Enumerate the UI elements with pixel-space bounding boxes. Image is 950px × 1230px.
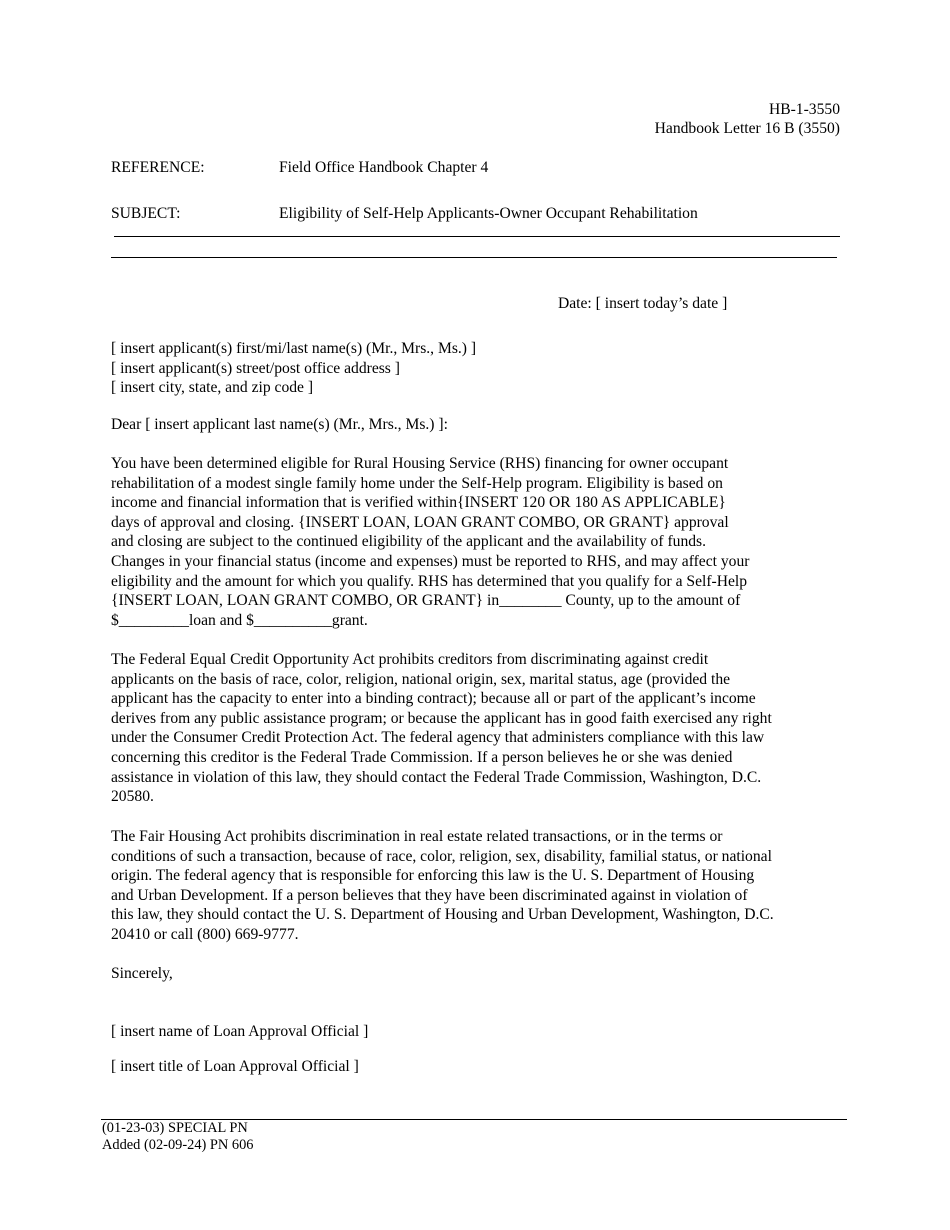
paragraph-line: under the Consumer Credit Protection Act. The federal agency that administers compliance with this law <box>111 729 765 747</box>
paragraph-line: and Urban Development. If a person believes that they have been discriminated against in violation of <box>111 886 748 904</box>
signer-title: [ insert title of Loan Approval Official ] <box>111 1058 359 1075</box>
reference-value: Field Office Handbook Chapter 4 <box>279 159 489 176</box>
paragraph-line: rehabilitation of a modest single family home under the Self-Help program. Eligibility is based on <box>111 474 723 492</box>
closing: Sincerely, <box>111 965 173 982</box>
address-block <box>111 339 841 398</box>
eligibility-paragraph <box>111 454 841 630</box>
address-line: [ insert applicant(s) first/mi/last name(s) (Mr., Mrs., Ms.) ] <box>111 340 477 357</box>
header-divider-1 <box>114 236 840 237</box>
paragraph-line: and closing are subject to the continued eligibility of the applicant and the availability of funds. <box>111 533 706 551</box>
subject-label: SUBJECT: <box>111 205 181 222</box>
handbook-letter: Handbook Letter 16 B (3550) <box>654 120 840 137</box>
reference-label: REFERENCE: <box>111 159 205 176</box>
address-line: [ insert city, state, and zip code ] <box>111 379 314 397</box>
paragraph-line: conditions of such a transaction, because of race, color, religion, sex, disability, familial status, or national <box>111 847 772 865</box>
paragraph-line: 20580. <box>111 788 154 806</box>
paragraph-line: Changes in your financial status (income and expenses) must be reported to RHS, and may affect your <box>111 552 750 570</box>
paragraph-line: applicant has the capacity to enter into a binding contract); because all or part of the applicant’s income <box>111 690 756 708</box>
footer-revision: (01-23-03) SPECIAL PN <box>102 1120 248 1136</box>
document-id: HB-1-3550 <box>768 101 840 118</box>
paragraph-line: 20410 or call (800) 669-9777. <box>111 925 299 943</box>
fair-housing-paragraph <box>111 827 841 945</box>
paragraph-line: days of approval and closing. {INSERT LOAN, LOAN GRANT COMBO, OR GRANT} approval <box>111 513 729 531</box>
paragraph-line: $_________loan and $__________grant. <box>111 611 368 629</box>
paragraph-line: concerning this creditor is the Federal Trade Commission. If a person believes he or she was denied <box>111 748 733 766</box>
paragraph-line: {INSERT LOAN, LOAN GRANT COMBO, OR GRANT} in________ County, up to the amount of <box>111 592 741 610</box>
paragraph-line: The Federal Equal Credit Opportunity Act prohibits creditors from discriminating against credit <box>111 651 709 668</box>
paragraph-line: derives from any public assistance program; or because the applicant has in good faith exercised any right <box>111 709 772 727</box>
paragraph-line: You have been determined eligible for Rural Housing Service (RHS) financing for owner occupant <box>111 455 729 472</box>
letter-date: Date: [ insert today’s date ] <box>558 295 728 312</box>
footer-added: Added (02-09-24) PN 606 <box>102 1137 254 1153</box>
header-divider-2 <box>111 257 837 258</box>
paragraph-line: assistance in violation of this law, they should contact the Federal Trade Commission, Washington, D.C. <box>111 768 762 786</box>
paragraph-line: The Fair Housing Act prohibits discrimination in real estate related transactions, or in the terms or <box>111 828 723 845</box>
subject-value: Eligibility of Self-Help Applicants-Owner Occupant Rehabilitation <box>279 205 698 222</box>
address-line: [ insert applicant(s) street/post office address ] <box>111 359 400 377</box>
paragraph-line: income and financial information that is verified within{INSERT 120 OR 180 AS APPLICABLE} <box>111 494 726 512</box>
signer-name: [ insert name of Loan Approval Official ] <box>111 1023 369 1040</box>
paragraph-line: this law, they should contact the U. S. Department of Housing and Urban Development, Washington, D.C. <box>111 906 774 924</box>
paragraph-line: origin. The federal agency that is responsible for enforcing this law is the U. S. Department of Housing <box>111 867 755 885</box>
equal-credit-paragraph <box>111 650 841 807</box>
paragraph-line: applicants on the basis of race, color, religion, national origin, sex, marital status, age (provided the <box>111 670 731 688</box>
salutation: Dear [ insert applicant last name(s) (Mr., Mrs., Ms.) ]: <box>111 416 448 433</box>
paragraph-line: eligibility and the amount for which you qualify. RHS has determined that you qualify for a Self-Help <box>111 572 748 590</box>
